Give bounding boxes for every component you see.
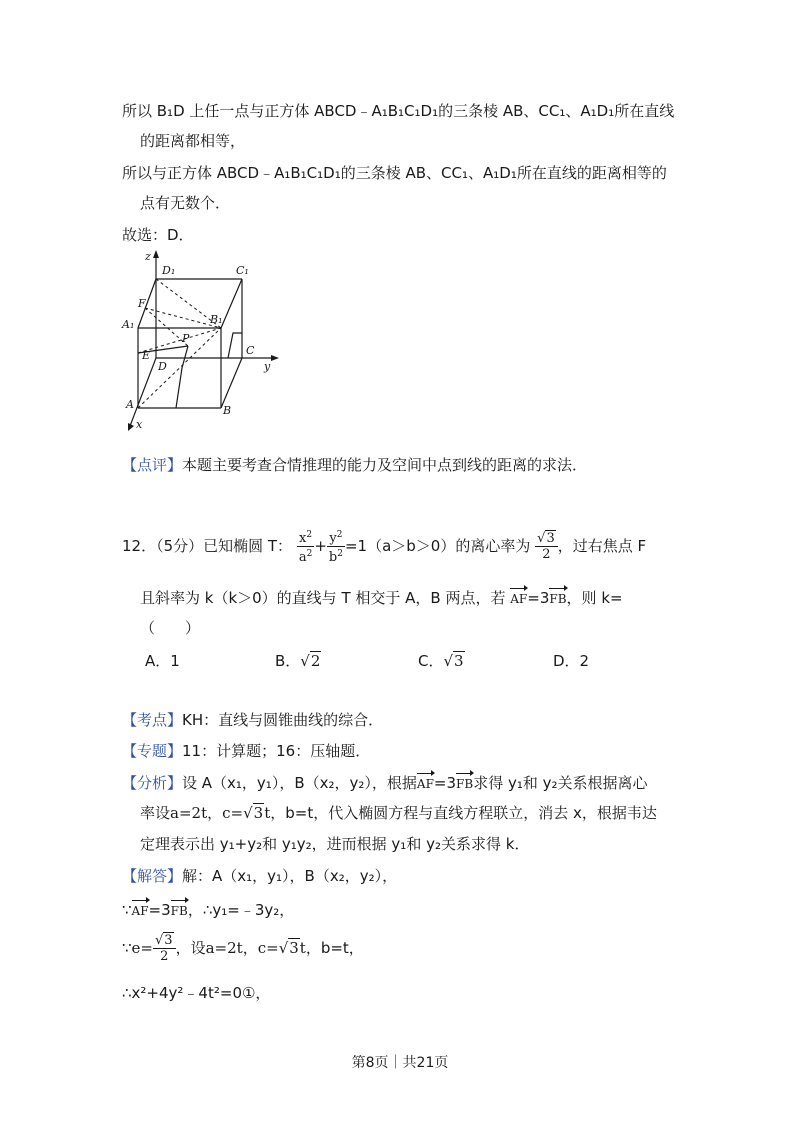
review-line [122, 455, 587, 475]
label-d1: D₁ [162, 264, 176, 277]
edge-b1c1 [221, 279, 242, 328]
x-axis [130, 358, 156, 426]
label-z: z [145, 250, 151, 263]
vector-fb: FB [171, 899, 188, 921]
option-b: B．√2 [275, 652, 321, 670]
frac-sqrt3-2: $\frac{√3}{2}$ [535, 531, 558, 562]
frac-x2-a2: $\frac{x^2}{a^2}$ [298, 530, 313, 565]
inner-face-line [228, 333, 242, 358]
vector-fb: FB [456, 772, 473, 794]
jieda-tag: 【解答】 [122, 867, 183, 885]
jieda-line-3: ∵e= $\frac{√3}{2}$ ，设a=2t，c=√3t，b=t， [122, 933, 364, 964]
q12-stem-start: 12．（5分）已知椭圆 T： [122, 537, 293, 555]
text-line-4: 点有无数个． [140, 194, 231, 212]
q12-line-2: 且斜率为 k（k＞0）的直线与 T 相交于 A，B 两点，若 AF=3FB，则 k= [140, 589, 623, 607]
fenxi-tag: 【分析】 [122, 774, 183, 792]
q12-stem-end: ，过右焦点 F [557, 537, 647, 555]
zhuanti-line: 【专题】11：计算题；16：压轴题． [122, 742, 371, 760]
zhuanti-tag: 【专题】 [122, 742, 183, 760]
review-text: 本题主要考查合情推理的能力及空间中点到线的距离的求法． [182, 456, 588, 474]
line-p-down [176, 346, 188, 408]
label-c: C [246, 344, 255, 357]
fenxi-line-1: 【分析】设 A（x₁，y₁），B（x₂，y₂），根据AF=3FB求得 y₁和 y₂关系根据离心 [122, 774, 648, 792]
frac-sqrt3-2: $\frac{√3}{2}$ [153, 933, 176, 964]
kaodian-tag: 【考点】 [122, 711, 183, 729]
label-c1: C₁ [236, 264, 249, 277]
answer-choice-line: 故选：D． [122, 226, 194, 244]
jieda-line-1: 【解答】解：A（x₁，y₁），B（x₂，y₂）， [122, 867, 398, 885]
kaodian-line: 【考点】KH：直线与圆锥曲线的综合． [122, 711, 384, 729]
text-line-2: 的距离都相等， [140, 132, 246, 150]
vector-af: AF [132, 899, 149, 921]
label-d: D [158, 360, 167, 373]
option-a: A．1 [145, 652, 180, 670]
label-x: x [136, 418, 143, 431]
text-line-3: 所以与正方体 ABCD﹣A₁B₁C₁D₁的三条棱 AB、CC₁、A₁D₁所在直线的距离相等的 [122, 164, 667, 182]
option-d: D．2 [553, 652, 590, 670]
label-p: P [182, 332, 190, 345]
option-c: C．√3 [418, 652, 464, 670]
fenxi-line-2: 率设a=2t，c=√3t，b=t，代入椭圆方程与直线方程联立，消去 x，根据韦达 [140, 804, 657, 822]
z-arrow-icon [153, 250, 159, 258]
frac-y2-b2: $\frac{y^2}{b^2}$ [328, 530, 343, 565]
vector-af: AF [417, 772, 434, 794]
label-y: y [264, 360, 271, 373]
q12-stem: 12．（5分）已知椭圆 T： $\frac{x^2}{a^2}$ + $\frac{y^2}{b^2}$ =1（a＞b＞0）的离心率为 $\frac{√3}{2}$ ，过右焦点 F [122, 530, 647, 565]
review-tag: 【点评】 [122, 456, 183, 474]
cube-figure [118, 248, 288, 433]
page-footer: 第8页｜共21页 [351, 1055, 449, 1071]
fenxi-line-3: 定理表示出 y₁+y₂和 y₁y₂，进而根据 y₁和 y₂关系求得 k． [140, 835, 530, 853]
jieda-line-2: ∵AF=3FB，∴y₁=﹣3y₂， [122, 901, 295, 919]
q12-paren: （ ） [140, 619, 201, 637]
label-e: E [142, 349, 151, 362]
label-f: F [138, 297, 146, 310]
vector-af: AF [510, 587, 527, 609]
vector-fb: FB [549, 587, 566, 609]
label-a1: A₁ [122, 318, 135, 331]
q12-eccentricity-text: =1（a＞b＞0）的离心率为 [344, 537, 531, 555]
edge-bc [221, 358, 242, 408]
jieda-line-4: ∴x²+4y²﹣4t²=0①， [122, 984, 271, 1002]
text-line-1: 所以 B₁D 上任一点与正方体 ABCD﹣A₁B₁C₁D₁的三条棱 AB、CC₁、A₁D₁所在直线 [122, 102, 675, 120]
label-a: A [126, 398, 134, 411]
y-arrow-icon [271, 355, 279, 361]
label-b1: B₁ [210, 313, 223, 326]
label-b: B [223, 404, 232, 417]
